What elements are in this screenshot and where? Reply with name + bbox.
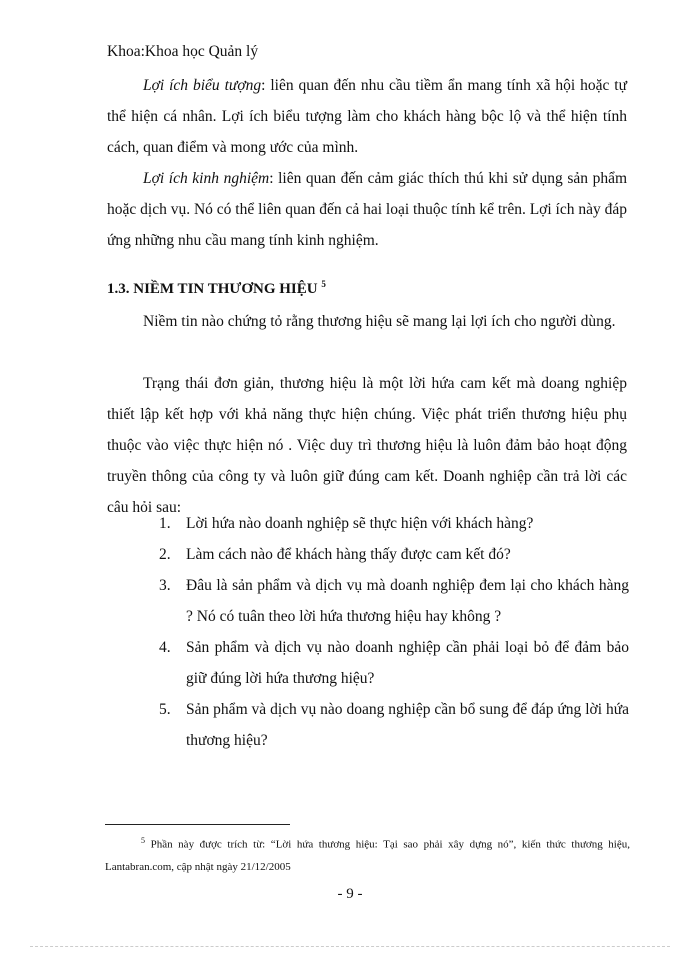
list-item-text: Sản phẩm và dịch vụ nào doanh nghiệp cần phải loại bỏ để đảm bảo giữ đúng lời hứa thương hiệu? (186, 639, 629, 687)
list-item (159, 694, 629, 756)
list-item-text: Sản phẩm và dịch vụ nào doang nghiệp cần bổ sung để đáp ứng lời hứa thương hiệu? (186, 701, 629, 749)
footnote-divider (105, 824, 290, 825)
list-item (159, 508, 629, 539)
list-item-text: Lời hứa nào doanh nghiệp sẽ thực hiện với khách hàng? (186, 515, 534, 532)
question-list (159, 508, 629, 756)
page-number: - 9 - (337, 886, 363, 902)
list-item (159, 632, 629, 694)
paragraph-brand-trust: Niềm tin nào chứng tỏ rằng thương hiệu sẽ mang lại lợi ích cho người dùng. (143, 313, 616, 330)
list-item-number: 2. (159, 546, 171, 563)
paragraph-brand-promise: Trạng thái đơn giản, thương hiệu là một lời hứa cam kết mà doang nghiệp thiết lập kết hợp với khả năng thực hiện chúng. Việc phát triển thương hiệu phụ thuộc vào việc thực hiện nó . Việc duy trì thương hiệu là luôn đảm bảo hoạt động truyền thông của công ty và luôn giữ đúng cam kết. Doanh nghiệp cần trả lời các câu hỏi sau: (107, 375, 627, 516)
paragraph-experience-benefit (107, 163, 627, 256)
list-item (159, 539, 629, 570)
footnote (105, 830, 630, 878)
list-item-number: 4. (159, 639, 171, 656)
term-experience-benefit: Lợi ích kinh nghiệm (143, 170, 270, 187)
list-item-number: 5. (159, 701, 171, 718)
list-item-number: 3. (159, 577, 171, 594)
footnote-number: 5 (141, 836, 145, 845)
page-header: Khoa:Khoa học Quản lý (107, 43, 259, 60)
paragraph-symbolic-benefit-text: : liên quan đến nhu cầu tiềm ẩn mang tính xã hội hoặc tự thể hiện cá nhân. Lợi ích biểu tượng làm cho khách hàng bộc lộ và thể hiện tính cách, quan điểm và mong ước của mình. (107, 77, 627, 156)
list-item-number: 1. (159, 515, 171, 532)
footnote-text: Phần này được trích từ: “Lời hứa thương hiệu: Tại sao phải xây dựng nó”, kiến thức thương hiệu, Lantabran.com, cập nhật ngày 21/12/2005 (105, 838, 631, 873)
list-item-text: Làm cách nào để khách hàng thấy được cam kết đó? (186, 546, 511, 563)
list-item (159, 570, 629, 632)
paragraph-experience-benefit-text: : liên quan đến cảm giác thích thú khi sử dụng sản phẩm hoặc dịch vụ. Nó có thể liên quan đến cả hai loại thuộc tính kể trên. Lợi ích này đáp ứng những nhu cầu mang tính kinh nghiệm. (107, 170, 628, 249)
list-item-text: Đâu là sản phẩm và dịch vụ mà doanh nghiệp đem lại cho khách hàng ? Nó có tuân theo lời hứa thương hiệu hay không ? (186, 577, 629, 625)
page-bottom-border (30, 946, 670, 947)
section-heading-footnote-ref: 5 (321, 279, 326, 289)
section-heading (107, 279, 326, 298)
term-symbolic-benefit: Lợi ích biểu tượng (143, 77, 262, 94)
paragraph-symbolic-benefit (107, 70, 627, 163)
section-heading-text: 1.3. NIỀM TIN THƯƠNG HIỆU (107, 281, 318, 297)
